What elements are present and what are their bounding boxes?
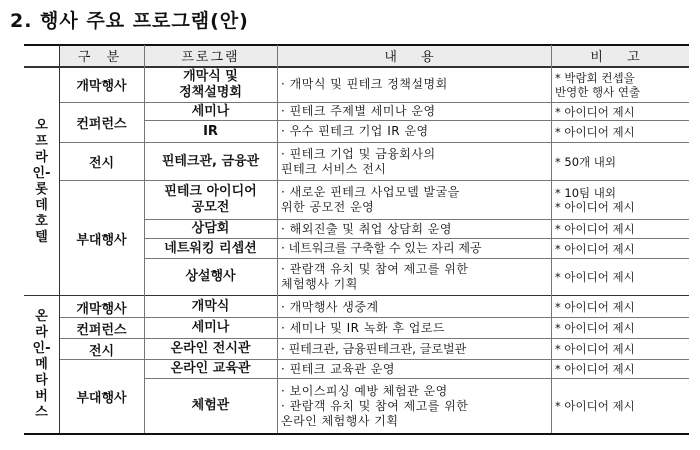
remarks-cell: * 아이디어 제시 — [555, 124, 635, 139]
group-divider — [24, 295, 689, 296]
group-label-char: 버 — [35, 389, 48, 404]
group-label-char: 라 — [35, 325, 48, 340]
program-cell: 체험관 — [191, 398, 230, 413]
header-category: 구 분 — [77, 50, 126, 65]
group-label-online — [24, 297, 59, 433]
group-label-char: 데 — [35, 197, 48, 213]
group-label-char: - — [45, 341, 51, 356]
content-cell: · 핀테크 주제별 세미나 운영 — [281, 104, 436, 118]
content-cell: · 우수 핀테크 기업 IR 운영 — [281, 124, 429, 138]
group-label-char: 프 — [35, 133, 48, 149]
program-cell: 개막식 — [191, 299, 230, 314]
remarks-cell: * 아이디어 제시 — [555, 222, 635, 236]
program-cell: 세미나 — [191, 320, 230, 335]
group-label-char: 인 — [32, 341, 46, 356]
content-cell: · 개막식 및 핀테크 정책설명회 — [281, 77, 448, 91]
content-cell: · 해외진출 및 취업 상담회 운영 — [281, 221, 452, 236]
remarks-cell: * 아이디어 제시 — [555, 241, 635, 256]
program-cell: IR — [203, 123, 218, 139]
column-divider — [277, 45, 278, 433]
group-label-offline — [24, 68, 59, 295]
group-label-char: 텔 — [35, 229, 48, 245]
remarks-cell: * 아이디어 제시 — [555, 321, 635, 335]
remarks-cell: * 아이디어 제시 — [555, 342, 635, 356]
group-label-char: 온 — [35, 309, 48, 324]
category-cell: 전시 — [88, 156, 115, 171]
header-program: 프로그램 — [181, 50, 240, 65]
content-cell: · 보이스피싱 예방 체험관 운영 · 관람객 유치 및 참여 제고를 위한 온라인 체험행사 기획 — [281, 383, 469, 428]
content-cell: · 핀테크 기업 및 금융회사의 핀테크 서비스 전시 — [281, 146, 436, 176]
category-cell: 전시 — [88, 343, 115, 359]
table-bottom-border — [24, 433, 689, 435]
content-cell: · 개막행사 생중계 — [281, 299, 379, 314]
program-cell: 온라인 전시관 — [170, 341, 251, 356]
group-label-text — [32, 118, 52, 246]
page-title: 2. 행사 주요 프로그램(안) — [10, 10, 249, 32]
group-label-char: 오 — [35, 117, 48, 133]
remarks-cell: * 박람회 컨셉을 반영한 행사 연출 — [555, 70, 641, 99]
remarks-cell: * 아이디어 제시 — [555, 362, 635, 376]
content-cell: · 네트워크를 구축할 수 있는 자리 제공 — [281, 241, 482, 255]
category-cell: 개막행사 — [76, 79, 127, 94]
remarks-cell: * 아이디어 제시 — [555, 104, 635, 119]
program-cell: 핀테크 아이디어 공모전 — [164, 184, 257, 215]
program-cell: 온라인 교육관 — [170, 361, 251, 376]
program-cell: 개막식 및 정책설명회 — [179, 68, 242, 100]
remarks-cell: * 아이디어 제시 — [555, 270, 635, 284]
group-label-char: 라 — [35, 149, 48, 165]
header-remarks: 비 고 — [590, 50, 650, 65]
group-label-char: 타 — [35, 373, 48, 388]
program-cell: 세미나 — [191, 103, 230, 119]
content-cell: · 핀테크관, 금융핀테크관, 글로벌관 — [281, 341, 467, 356]
program-cell: 네트워킹 리셉션 — [164, 240, 257, 256]
program-cell: 상설행사 — [185, 269, 236, 284]
program-cell: 핀테크관, 금융관 — [161, 153, 260, 169]
remarks-cell: * 아이디어 제시 — [555, 300, 635, 314]
program-cell: 상담회 — [191, 221, 230, 236]
category-cell: 컨퍼런스 — [76, 322, 127, 338]
group-label-char: 메 — [35, 357, 48, 372]
group-label-text — [32, 309, 52, 421]
category-cell: 부대행사 — [76, 391, 127, 406]
remarks-cell: * 10팀 내외 * 아이디어 제시 — [555, 186, 635, 214]
content-cell: · 새로운 핀테크 사업모델 발굴을 위한 공모전 운영 — [281, 185, 460, 214]
category-cell: 부대행사 — [76, 232, 127, 248]
category-cell: 개막행사 — [76, 301, 127, 317]
column-divider — [551, 45, 552, 433]
group-label-char: 스 — [35, 405, 48, 420]
content-cell: · 핀테크 교육관 운영 — [281, 361, 395, 376]
category-cell: 컨퍼런스 — [76, 117, 127, 132]
content-cell: · 세미나 및 IR 녹화 후 업로드 — [281, 320, 445, 335]
remarks-cell: * 50개 내외 — [555, 154, 617, 169]
header-content: 내 용 — [384, 50, 444, 65]
group-label-char: - — [45, 165, 51, 181]
group-label-char: 인 — [32, 165, 46, 181]
group-label-char: 호 — [35, 213, 48, 229]
group-label-char: 롯 — [35, 181, 48, 197]
remarks-cell: * 아이디어 제시 — [555, 399, 635, 413]
content-cell: · 관람객 유치 및 참여 제고를 위한 체험행사 기획 — [281, 262, 469, 291]
